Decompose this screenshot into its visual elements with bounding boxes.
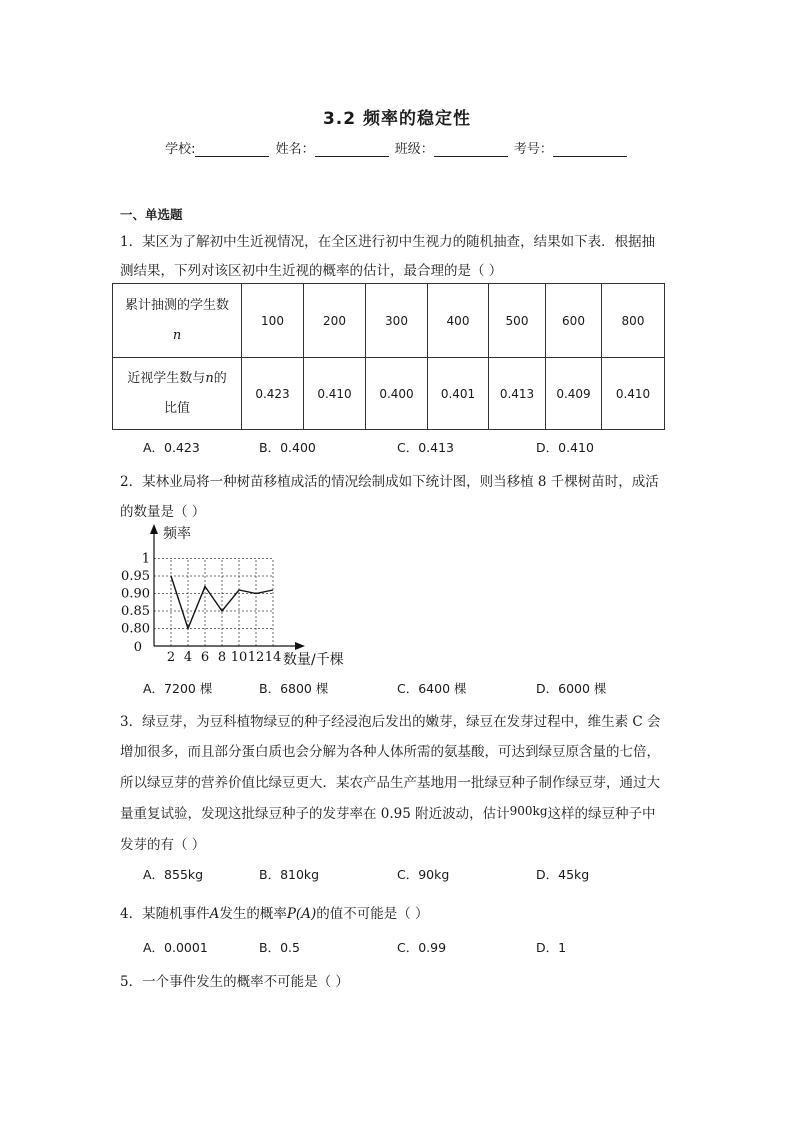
q3-option-d[interactable]: D．45kg [536,867,590,882]
q3-option-c[interactable]: C．90kg [397,867,450,882]
y-tick-label: 0.85 [121,604,150,619]
q4-prob: P(A) [286,906,317,922]
row2-header-var: n [205,370,214,386]
x-tick-label: 2 [166,650,176,665]
q4-text-a: 4．某随机事件 [120,906,210,922]
exam-no-blank[interactable] [553,142,627,157]
x-tick-label: 12 [247,650,265,665]
q2-option-a[interactable]: A．7200 棵 [143,681,213,696]
q3-line-1: 3．绿豆芽，为豆科植物绿豆的种子经浸泡后发出的嫩芽，绿豆在发芽过程中，维生素 C 会 [120,714,661,730]
q1-table [112,283,665,430]
table-cell: 500 [489,284,546,358]
name-blank[interactable] [315,142,389,157]
section-heading: 一、单选题 [120,207,183,222]
chart-grid [154,559,273,647]
chart-axes [150,524,305,650]
row1-header-text: 累计抽测的学生数 [124,297,229,313]
table-cell: 0.401 [428,358,489,430]
class-blank[interactable] [434,142,508,157]
q3-option-a[interactable]: A．855kg [143,867,204,882]
class-label: 班级： [394,142,434,157]
q3-line-2: 增加很多，而且部分蛋白质也会分解为各种人体所需的氨基酸，可达到绿豆原含量的七倍， [120,744,660,760]
x-tick-label: 6 [200,650,210,665]
q3-option-b[interactable]: B．810kg [259,867,320,882]
q2-line-2: 的数量是（ ） [120,504,206,520]
q3-line-5: 发芽的有（ ） [120,837,206,853]
q4-option-a[interactable]: A．0.0001 [143,940,208,955]
chart-origin-label: 0 [133,640,142,655]
table-cell: 0.410 [602,358,665,430]
student-info [0,138,794,157]
q2-option-c[interactable]: C．6400 棵 [397,681,467,696]
row1-header-var: n [172,327,182,343]
q1-line-2: 测结果，下列对该区初中生近视的概率的估计，最合理的是（ ） [120,263,503,279]
x-tick-label: 8 [217,650,227,665]
x-tick-label: 10 [230,650,248,665]
table-cell: 0.409 [546,358,602,430]
q2-option-b[interactable]: B．6800 棵 [259,681,329,696]
q2-line-1: 2．某林业局将一种树苗移植成活的情况绘制成如下统计图，则当移植 8 千棵树苗时，成活 [120,474,659,490]
row2-header [113,358,242,430]
table-cell: 100 [242,284,304,358]
row2-header-text-2: 的 [213,370,227,386]
page-title: 3.2 频率的稳定性 [322,109,472,129]
x-axis-arrow [295,642,305,650]
exam-no-label: 考号： [513,142,553,157]
y-axis-arrow [150,524,158,534]
table-row [113,284,665,358]
q4-var: A [209,906,220,922]
row2-header-text-3: 比值 [163,400,190,416]
q1-option-a[interactable]: A．0.423 [143,440,200,455]
q2-line-chart [118,524,378,672]
table-cell: 0.410 [304,358,366,430]
q4-option-d[interactable]: D．1 [536,940,567,955]
q4-text-b: 发生的概率 [219,906,287,922]
q3-line-4-c: 这样的绿豆种子中 [547,806,656,822]
q1-option-d[interactable]: D．0.410 [536,440,594,455]
chart-y-axis-label: 频率 [163,526,191,542]
y-tick-label: 0.90 [121,586,150,602]
table-cell: 400 [428,284,489,358]
name-label: 姓名： [275,142,315,157]
chart-ticks [121,552,281,666]
q4-option-c[interactable]: C．0.99 [397,940,447,955]
q3-line-4-a: 量重复试验，发现这批绿豆种子的发芽率在 0.95 附近波动，估计 [120,806,510,822]
y-tick-label: 0.95 [121,569,150,584]
q1-option-c[interactable]: C．0.413 [397,440,455,455]
q1-option-b[interactable]: B．0.400 [259,440,316,455]
q3-line-3: 所以绿豆芽的营养价值比绿豆更大．某农产品生产基地用一批绿豆种子制作绿豆芽，通过大 [120,775,660,791]
table-cell: 0.400 [366,358,428,430]
q3-line-4-mass: 900kg [509,804,548,818]
q5-line: 5．一个事件发生的概率不可能是（ ） [120,974,349,990]
q4-text-c: 的值不可能是（ ） [316,906,429,922]
school-blank[interactable] [195,142,269,157]
x-tick-label: 14 [264,650,282,665]
q4-line [120,902,429,922]
row2-header-text: 近视学生数与 [127,370,206,386]
table-row [113,358,665,430]
row1-header [113,284,242,358]
table-cell: 600 [546,284,602,358]
q1-line-1: 1．某区为了解初中生近视情况，在全区进行初中生视力的随机抽查，结果如下表．根据抽 [120,234,656,250]
q2-option-d[interactable]: D．6000 棵 [536,681,607,696]
x-tick-label: 4 [183,650,193,665]
chart-x-axis-label: 数量/千棵 [283,652,344,668]
table-cell: 300 [366,284,428,358]
table-cell: 0.423 [242,358,304,430]
q4-option-b[interactable]: B．0.5 [259,940,300,955]
q3-line-4 [120,802,656,822]
table-cell: 0.413 [489,358,546,430]
table-cell: 200 [304,284,366,358]
school-label: 学校: [165,142,196,157]
y-tick-label: 0.80 [121,621,150,637]
y-tick-label: 1 [141,551,150,567]
table-cell: 800 [602,284,665,358]
